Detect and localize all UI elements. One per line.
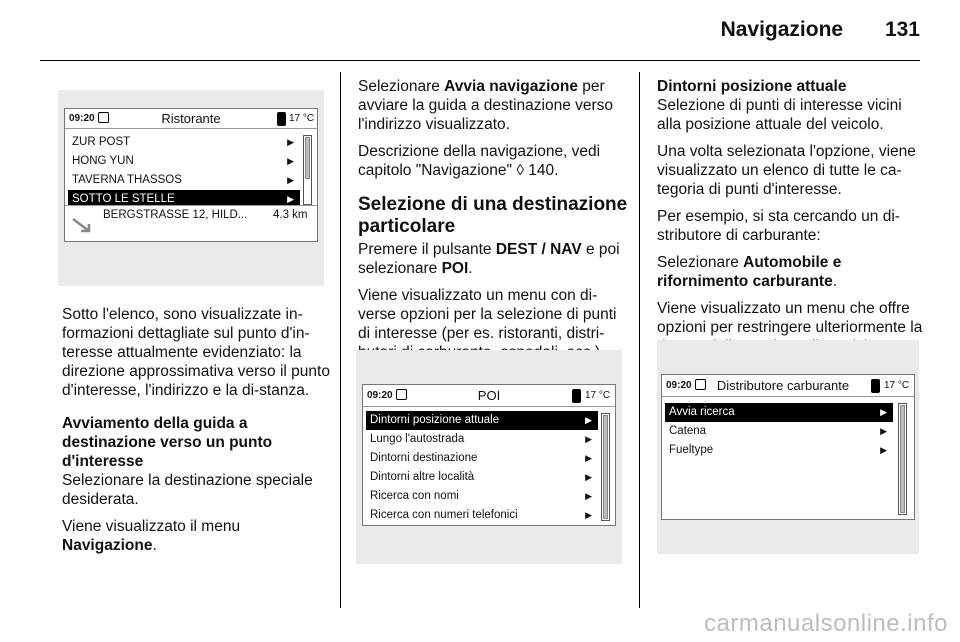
text: . — [832, 273, 838, 290]
chevron-right-icon: ▶ — [585, 510, 592, 520]
text: Selezionare — [657, 254, 744, 271]
menu-item-label: Dintorni destinazione — [370, 452, 478, 464]
paragraph — [657, 253, 927, 291]
button-name: DEST / NAV — [495, 241, 582, 258]
text: . — [468, 260, 473, 277]
menu-item-label: Catena — [669, 425, 707, 437]
menu-item-label: Ricerca con numeri telefonici — [370, 509, 518, 521]
screen-ristorante — [64, 108, 318, 242]
scrollbar[interactable] — [601, 413, 610, 521]
direction-arrow-icon — [71, 216, 99, 236]
chevron-right-icon: ▶ — [585, 415, 592, 425]
scrollbar[interactable] — [303, 135, 312, 205]
screen-title: Ristorante — [161, 111, 221, 126]
text: e poi selezionare — [358, 241, 620, 277]
scrollbar-thumb[interactable] — [603, 415, 608, 519]
paragraph: Sotto l'elenco, sono visualizzate in-formazioni dettagliate sul punto d'in-teresse attualmente evidenziato: la direzione approssimativa verso il punto d'interesse, l'indirizzo e la di-stanza. — [62, 306, 330, 399]
chevron-right-icon: ▶ — [287, 194, 294, 204]
menu-name: rifornimento carburante — [657, 273, 833, 290]
poi-address: BERGSTRASSE 12, HILD... — [103, 209, 248, 221]
scrollbar-thumb[interactable] — [900, 405, 905, 513]
menu-item[interactable] — [366, 487, 598, 506]
screen-status-bar — [363, 385, 615, 407]
page-number: 131 — [884, 18, 920, 41]
section-heading-line: Avviamento della guida a — [62, 415, 248, 432]
poi-distance: 4.3 km — [273, 209, 308, 221]
paragraph: Una volta selezionata l'opzione, viene visualizzato un elenco di tutte le ca-tegoria di punti d'interesse. — [657, 143, 916, 198]
paragraph: Selezionare la destinazione speciale desiderata. — [62, 472, 313, 508]
menu-item-label: ZUR POST — [72, 136, 131, 148]
thermometer-icon — [277, 112, 286, 126]
paragraph: Viene visualizzato un menu che offre opzioni per restringere ulteriormente la — [657, 300, 923, 336]
menu-item-label: Fueltype — [669, 444, 714, 456]
paragraph: Viene visualizzato un menu con di-verse opzioni per la selezione di punti di interesse (per es. ristoranti, distri- — [358, 287, 617, 342]
temperature: 17 °C — [289, 113, 315, 124]
menu-item-label: TAVERNA THASSOS — [72, 174, 182, 186]
menu-item[interactable] — [665, 403, 893, 422]
chevron-right-icon: ▶ — [287, 156, 294, 166]
paragraph — [358, 77, 630, 134]
scrollbar[interactable] — [898, 403, 907, 515]
figure-poi — [356, 350, 622, 564]
clock-time: 09:20 — [367, 390, 393, 401]
menu-name: Automobile e — [743, 254, 842, 271]
menu-item[interactable] — [665, 441, 893, 460]
text: Premere il pulsante — [358, 241, 496, 258]
thermometer-icon — [871, 379, 880, 393]
column-divider-2 — [639, 72, 640, 608]
scrollbar-thumb[interactable] — [305, 137, 310, 179]
column-divider-1 — [340, 72, 341, 608]
menu-item[interactable] — [366, 411, 598, 430]
thermometer-icon — [572, 389, 581, 403]
clock-time: 09:20 — [69, 113, 95, 124]
poi-list — [68, 133, 300, 209]
chevron-right-icon: ▶ — [880, 426, 887, 436]
menu-item[interactable] — [665, 422, 893, 441]
screen-poi — [362, 384, 616, 526]
screen-title: POI — [477, 388, 501, 403]
menu-item[interactable] — [68, 171, 300, 190]
menu-name: Navigazione — [62, 537, 153, 554]
paragraph: Selezione di punti di interesse vicini alla posizione attuale del veicolo. — [657, 97, 902, 133]
chevron-right-icon: ▶ — [880, 445, 887, 455]
menu-item-label: Dintorni posizione attuale — [370, 414, 500, 426]
screen-distributore — [661, 374, 915, 520]
section-heading: Dintorni posizione attuale — [657, 78, 847, 95]
text: per avviare la guida a destinazione verso l'indirizzo visualizzato. — [358, 78, 614, 133]
menu-item[interactable] — [68, 133, 300, 152]
chevron-right-icon: ▶ — [585, 491, 592, 501]
temperature: 17 °C — [585, 390, 611, 401]
paragraph: Per esempio, si sta cercando un di-stributore di carburante: — [657, 208, 900, 244]
menu-item[interactable] — [366, 430, 598, 449]
text: . — [152, 537, 157, 554]
menu-item[interactable] — [68, 152, 300, 171]
watermark: carmanualsonline.info — [704, 610, 948, 637]
chevron-right-icon: ▶ — [585, 472, 592, 482]
menu-item[interactable] — [366, 449, 598, 468]
fuel-menu-list — [665, 403, 893, 460]
paragraph — [358, 240, 630, 278]
menu-name: POI — [441, 260, 469, 277]
clock-time: 09:20 — [666, 380, 692, 391]
chevron-right-icon: ▶ — [880, 407, 887, 417]
menu-item-label: Dintorni altre località — [370, 471, 475, 483]
page-title: Navigazione — [720, 18, 844, 41]
right-column — [657, 77, 927, 364]
left-column — [62, 305, 330, 563]
figure-distributore — [657, 340, 919, 554]
figure-ristorante — [58, 90, 324, 286]
screen-status-bar — [65, 109, 317, 129]
screen-title: Distributore carburante — [716, 378, 850, 393]
poi-detail-panel — [65, 205, 317, 241]
chevron-right-icon: ▶ — [287, 137, 294, 147]
middle-column — [358, 77, 630, 370]
chevron-right-icon: ▶ — [287, 175, 294, 185]
menu-item[interactable] — [366, 506, 598, 525]
text: Selezionare — [358, 78, 445, 95]
menu-item[interactable] — [366, 468, 598, 487]
temperature: 17 °C — [884, 380, 910, 391]
menu-name: Avvia navigazione — [444, 78, 578, 95]
header-rule — [40, 60, 920, 61]
section-heading-line: destinazione verso un punto — [62, 434, 273, 451]
paragraph — [62, 517, 330, 555]
chevron-right-icon: ▶ — [585, 453, 592, 463]
page-header — [721, 18, 920, 42]
poi-menu-list — [366, 411, 598, 525]
section-heading-line: Selezione di una destinazione — [358, 194, 628, 215]
menu-item-label: Avvia ricerca — [669, 406, 735, 418]
menu-item-label: SOTTO LE STELLE — [72, 193, 175, 205]
paragraph: Descrizione della navigazione, vedi capitolo "Navigazione" ◊ 140. — [358, 143, 601, 179]
section-heading-line: particolare — [358, 216, 456, 237]
text: Viene visualizzato il menu — [62, 518, 241, 535]
menu-item-label: Lungo l'autostrada — [370, 433, 465, 445]
section-heading-line: d'interesse — [62, 453, 144, 470]
chevron-right-icon: ▶ — [585, 434, 592, 444]
menu-item-label: Ricerca con nomi — [370, 490, 459, 502]
screen-status-bar — [662, 375, 914, 397]
menu-item-label: HONG YUN — [72, 155, 134, 167]
